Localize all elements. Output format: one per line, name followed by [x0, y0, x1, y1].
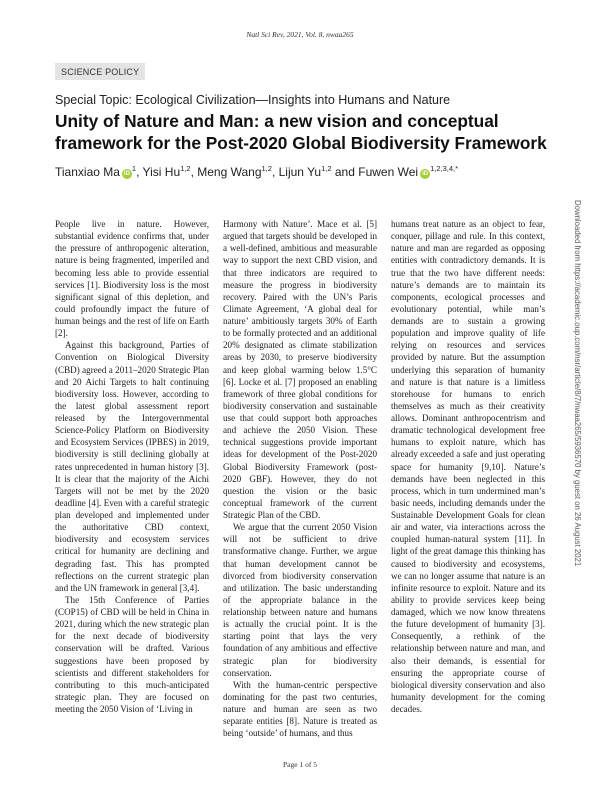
author-affiliation: 1,2	[321, 164, 332, 173]
author-name: Fuwen Wei	[358, 165, 419, 179]
paragraph: With the human-centric perspective dominating for the past two centuries, nature and human are seen as two separate entities [8]. Nature is treated as being ‘outside’ of humans, and thus	[223, 679, 377, 739]
author-name: Lijun Yu	[278, 165, 322, 179]
paragraph: humans treat nature as an object to fear, conquer, pillage and rule. In this context, nature and man are regarded as opposing entities with contradictory demands. It is true that the two have different needs: nature’s demands are to maintain its components, ecological processes and evolutionary potential, while man’s demands are to sustain a growing population and improve quality of life relying on resources and services provided by nature. But the assumption underlying this separation of humanity and nature is that nature is a limitless storehouse for humans to enrich themselves as much as their creativity allows. Dominant anthropocentrism and dramatic technological development free humans to exploit nature, which has already exceeded a safe and just operating space for humanity [9,10]. Nature’s demands have been neglected in this process, which in turn undermined man’s basic needs, including demands under the Sustainable Development Goals for clean air and water, via interactions across the coupled human-natural system [11]. In light of the great damage this thinking has caused to biodiversity and ecosystems, we can no longer assume that nature is an infinite resource to exploit. Nature and its ability to provide services keep being damaged, which we now know threatens the future development of humanity [3]. Consequently, a rethink of the relationship between nature and man, and also their demands, is essential for ensuring the appropriate course of biological diversity conservation and also humanity development for the coming decades.	[391, 219, 545, 714]
orcid-icon[interactable]: iD	[123, 171, 130, 177]
author-affiliation: 1,2,3,4,*	[430, 164, 459, 173]
author-name: Yisi Hu	[142, 165, 181, 179]
author-name: Meng Wang	[197, 165, 262, 179]
orcid-icon[interactable]: iD	[422, 171, 429, 177]
journal-citation: Natl Sci Rev, 2021, Vol. 8, nwaa265	[246, 30, 354, 39]
text-column-2	[223, 218, 377, 739]
author-affiliation: 1,2	[261, 164, 272, 173]
paragraph: Against this background, Parties of Convention on Biological Diversity (CBD) agreed a 2011–2020 Strategic Plan and 20 Aichi Targets to halt continuing biodiversity loss. However, according to the latest global assessment report released by the Intergovernmental Science-Policy Platform on Biodiversity and Ecosystem Services (IPBES) in 2019, biodiversity is still declining globally at rates unprecedented in human history [3]. It is clear that the majority of the Aichi Targets will not be met by the 2020 deadline [4]. Even with a careful strategic plan developed and implemented under the authoritative CBD context, biodiversity and ecosystem services critical for humanity are declining and degrading fast. This has prompted reflections on the current strategic plan and the UN framework in general [3,4].	[55, 340, 209, 593]
text-column-3	[391, 218, 545, 715]
download-watermark-text: Downloaded from https://academic.oup.com/nsr/article/8/7/nwaa265/5936570 by guest on 26 August 2021	[573, 200, 582, 567]
paragraph: People live in nature. However, substantial evidence confirms that, under the pressure of anthropogenic alteration, nature is being fragmented, imperiled and becoming less able to provide essential services [1]. Biodiversity loss is the most significant signal of this depletion, and could profoundly impact the future of human beings and the rest of life on Earth [2].	[55, 219, 209, 339]
author-affiliation: 1,2	[180, 164, 191, 173]
author-affiliation: 1	[131, 164, 137, 173]
text-column-1	[55, 218, 209, 715]
article-title: Unity of Nature and Man: a new vision and conceptual framework for the Post-2020 Global Biodiversity Framework	[55, 111, 547, 153]
paragraph: We argue that the current 2050 Vision will not be sufficient to drive transformative change. Further, we argue that human development cannot be divorced from biodiversity conservation and utilization. The basic understanding of the appropriate balance in the relationship between nature and humans is actually the crucial point. It is the starting point that lays the very foundation of any ambitious and effective strategic plan for biodiversity conservation.	[223, 522, 377, 678]
author-list: Tianxiao Ma $iD^1$, Yisi Hu$^{1,2}$, Meng Wang$^{1,2}$, Lijun Yu$^{1,2}$ and Fuwen Wei $iD^{1,2,3,4,*}$	[55, 164, 459, 179]
special-topic: Special Topic: Ecological Civilization—Insights into Humans and Nature	[55, 93, 451, 107]
paragraph: Harmony with Nature’. Mace et al. [5] argued that targets should be developed in a well-defined, ambitious and measurable way to support the next CBD vision, and that three indicators are required to measure the progress in biodiversity recovery. Paired with the UN’s Paris Climate Agreement, ‘A global deal for nature’ ambitiously targets 30% of Earth to be formally protected and an additional 20% designated as climate stabilization areas by 2030, to preserve biodiversity and keep global warming below 1.5°C [6]. Locke et al. [7] proposed an enabling framework of three global conditions for biodiversity conservation and sustainable use that could support both approaches and achieve the 2050 Vision. These technical suggestions provide important ideas for development of the Post-2020 Global Biodiversity Framework (post-2020 GBF). However, they do not question the vision or the basic conceptual framework of the current Strategic Plan of the CBD.	[223, 219, 377, 520]
section-badge: SCIENCE POLICY	[55, 63, 145, 80]
page-number: Page 1 of 5	[283, 760, 317, 769]
paragraph: The 15th Conference of Parties (COP15) of CBD will be held in China in 2021, during which the new strategic plan for the next decade of biodiversity conservation will be drafted. Various suggestions have been proposed by scientists and different stakeholders for contributing to this much-anticipated strategic plan. They are focused on meeting the 2050 Vision of ‘Living in	[55, 594, 209, 714]
author-name: Tianxiao Ma	[55, 165, 120, 179]
download-watermark	[573, 200, 585, 780]
